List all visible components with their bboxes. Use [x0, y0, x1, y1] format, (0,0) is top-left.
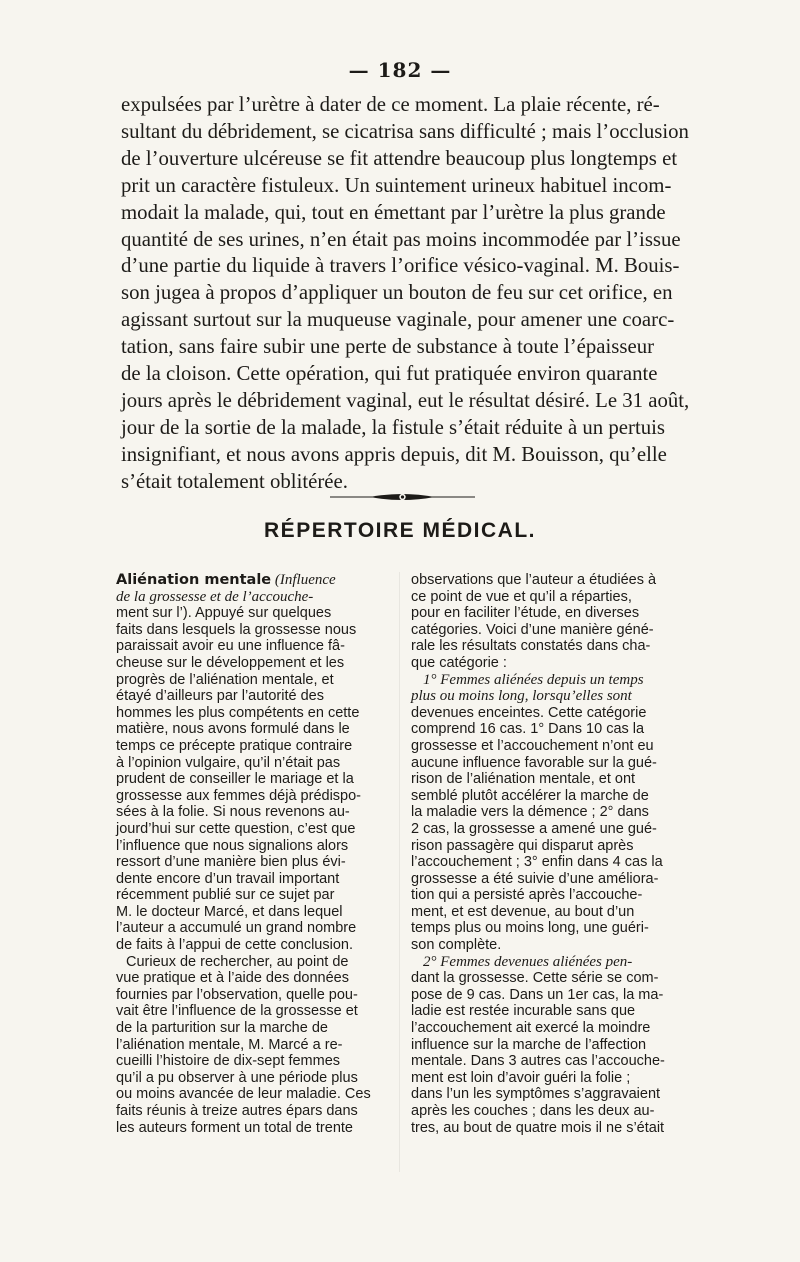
text-line: grossesse et l’accouchement n’ont eu — [411, 737, 654, 754]
entry-heading-line — [116, 572, 388, 589]
text-line: ment sur l’). Appuyé sur quelques — [116, 605, 332, 622]
text-line: insignifiant, et nous avons appris depuis, dit M. Bouisson, qu’elle — [121, 442, 667, 466]
text-line: ou moins avancée de leur maladie. Ces — [116, 1086, 371, 1103]
text-line: son complète. — [411, 937, 502, 954]
text-line: d’une partie du liquide à travers l’orifice vésico-vaginal. M. Bouis- — [121, 254, 680, 278]
text-line: semblé plutôt accélérer la marche de — [411, 787, 649, 804]
text-line: cheuse sur le développement et les — [116, 654, 345, 671]
text-line: jours après le débridement vaginal, eut le résultat désiré. Le 31 août, — [121, 388, 690, 412]
text-line: grossesse aux femmes déjà prédispo- — [116, 787, 362, 804]
text-line: de la parturition sur la marche de — [116, 1020, 328, 1037]
column-divider — [399, 572, 400, 1172]
text-line: tation, sans faire subir une perte de substance à toute l’épaisseur — [121, 335, 655, 359]
text-line: temps plus ou moins long, une guéri- — [411, 920, 649, 937]
text-line: influence sur la marche de l’affection — [411, 1036, 647, 1053]
text-line: ladie est restée incurable sans que — [411, 1003, 636, 1020]
entry-subtitle: (Influence — [271, 572, 336, 588]
text-line: les auteurs forment un total de trente — [116, 1119, 353, 1136]
text-line-italic: plus ou moins long, lorsqu’elles sont — [411, 688, 632, 705]
text-line: ce point de vue et qu’il a réparties, — [411, 588, 632, 605]
text-line: jourd’hui sur cette question, c’est que — [116, 820, 356, 837]
text-line: l’influence que nous signalions alors — [116, 837, 349, 854]
text-line: dans l’un les symptômes s’aggravaient — [411, 1086, 661, 1103]
text-line: prudent de conseiller le mariage et la — [116, 771, 354, 788]
entry-heading: Aliénation mentale — [116, 572, 272, 588]
text-line: cueilli l’histoire de dix-sept femmes — [116, 1053, 341, 1070]
text-line: mentale. Dans 3 autres cas l’accouche- — [411, 1053, 665, 1070]
text-line: s’était totalement oblitérée. — [121, 469, 348, 493]
text-line: pour en faciliter l’étude, en diverses — [411, 605, 640, 622]
body-paragraph — [121, 92, 690, 496]
section-title: RÉPERTOIRE MÉDICAL. — [264, 519, 536, 542]
text-line: à l’opinion vulgaire, qu’il n’était pas — [116, 754, 341, 771]
text-line: comprend 16 cas. 1° Dans 10 cas la — [411, 721, 645, 738]
text-line: catégories. Voici d’une manière géné- — [411, 621, 654, 638]
text-line: l’aliénation mentale, M. Marcé a re- — [116, 1036, 343, 1053]
text-line: dente encore d’un travail important — [116, 870, 340, 887]
text-line: hommes les plus compétents en cette — [116, 704, 360, 721]
ornamental-rule — [330, 490, 475, 504]
page-number: — 182 — — [348, 58, 452, 82]
right-column — [411, 572, 683, 1136]
text-line: matière, nous avons formulé dans le — [116, 721, 350, 738]
text-line: sées à la folie. Si nous revenons au- — [116, 804, 350, 821]
text-line: aucune influence favorable sur la gué- — [411, 754, 657, 771]
text-line: de la cloison. Cette opération, qui fut pratiquée environ quarante — [121, 362, 658, 386]
text-line: prit un caractère fistuleux. Un suintement urineux habituel incom- — [121, 173, 672, 197]
text-line: paraissait avoir eu une influence fâ- — [116, 638, 345, 655]
text-line: ment, et est devenue, au bout d’un — [411, 903, 635, 920]
text-line: quantité de ses urines, n’en était pas moins incommodée par l’issue — [121, 227, 681, 251]
text-line: étayé d’ailleurs par l’autorité des — [116, 688, 324, 705]
text-line: M. le docteur Marcé, et dans lequel — [116, 903, 343, 920]
text-line: récemment publié sur ce sujet par — [116, 887, 335, 904]
text-line: temps ce précepte pratique contraire — [116, 737, 353, 754]
text-line: l’accouchement ; 3° enfin dans 4 cas la — [411, 854, 663, 871]
text-line: que catégorie : — [411, 654, 507, 671]
text-line-italic: 2° Femmes devenues aliénées pen- — [423, 953, 633, 970]
text-line: tres, au bout de quatre mois il ne s’était — [411, 1119, 665, 1136]
text-line: fournies par l’observation, quelle pou- — [116, 986, 358, 1003]
text-line: rison passagère qui disparut après — [411, 837, 634, 854]
text-line: ressort d’une manière bien plus évi- — [116, 854, 346, 871]
text-line: jour de la sortie de la malade, la fistule s’était réduite à un pertuis — [121, 415, 665, 439]
text-line: rison de l’aliénation mentale, et ont — [411, 771, 636, 788]
text-line: observations que l’auteur a étudiées à — [411, 572, 657, 588]
text-line: Curieux de rechercher, au point de — [126, 953, 349, 970]
text-line: l’auteur a accumulé un grand nombre — [116, 920, 357, 937]
text-line: vue pratique et à l’aide des données — [116, 970, 349, 987]
text-line: expulsées par l’urètre à dater de ce moment. La plaie récente, ré- — [121, 93, 660, 116]
text-line-italic: de la grossesse et de l’accouche- — [116, 588, 314, 605]
text-line: de l’ouverture ulcéreuse se fit attendre beaucoup plus longtemps et — [121, 146, 678, 170]
text-line: pose de 9 cas. Dans un 1er cas, la ma- — [411, 986, 664, 1003]
text-line: faits réunis à treize autres épars dans — [116, 1103, 358, 1119]
text-line-italic: 1° Femmes aliénées depuis un temps — [423, 671, 644, 688]
text-line: la maladie vers la démence ; 2° dans — [411, 804, 649, 821]
left-column — [116, 572, 388, 1136]
text-line: après les couches ; dans les deux au- — [411, 1103, 655, 1119]
text-line: qu’il a pu observer à une période plus — [116, 1069, 358, 1086]
text-line: rale les résultats constatés dans cha- — [411, 638, 651, 655]
text-line: faits dans lesquels la grossesse nous — [116, 621, 357, 638]
text-line: son jugea à propos d’appliquer un bouton de feu sur cet orifice, en — [121, 281, 673, 305]
text-line: vait être l’influence de la grossesse et — [116, 1003, 358, 1020]
text-line: 2 cas, la grossesse a amené une gué- — [411, 820, 657, 837]
text-line: dant la grossesse. Cette série se com- — [411, 970, 659, 987]
text-line: devenues enceintes. Cette catégorie — [411, 704, 647, 721]
text-line — [116, 589, 388, 606]
text-line: agissant surtout sur la muqueuse vaginale, pour amener une coarc- — [121, 308, 675, 332]
text-line: grossesse a été suivie d’une améliora- — [411, 870, 659, 887]
text-line: l’accouchement ait exercé la moindre — [411, 1020, 651, 1037]
text-line: ment est loin d’avoir guéri la folie ; — [411, 1069, 631, 1086]
text-line: tion qui a persisté après l’accouche- — [411, 887, 643, 904]
text-line: de faits à l’appui de cette conclusion. — [116, 937, 353, 954]
text-line: modait la malade, qui, tout en émettant par l’urètre la plus grande — [121, 200, 666, 224]
text-line: progrès de l’aliénation mentale, et — [116, 671, 334, 688]
text-line: sultant du débridement, se cicatrisa sans difficulté ; mais l’occlusion — [121, 119, 689, 143]
